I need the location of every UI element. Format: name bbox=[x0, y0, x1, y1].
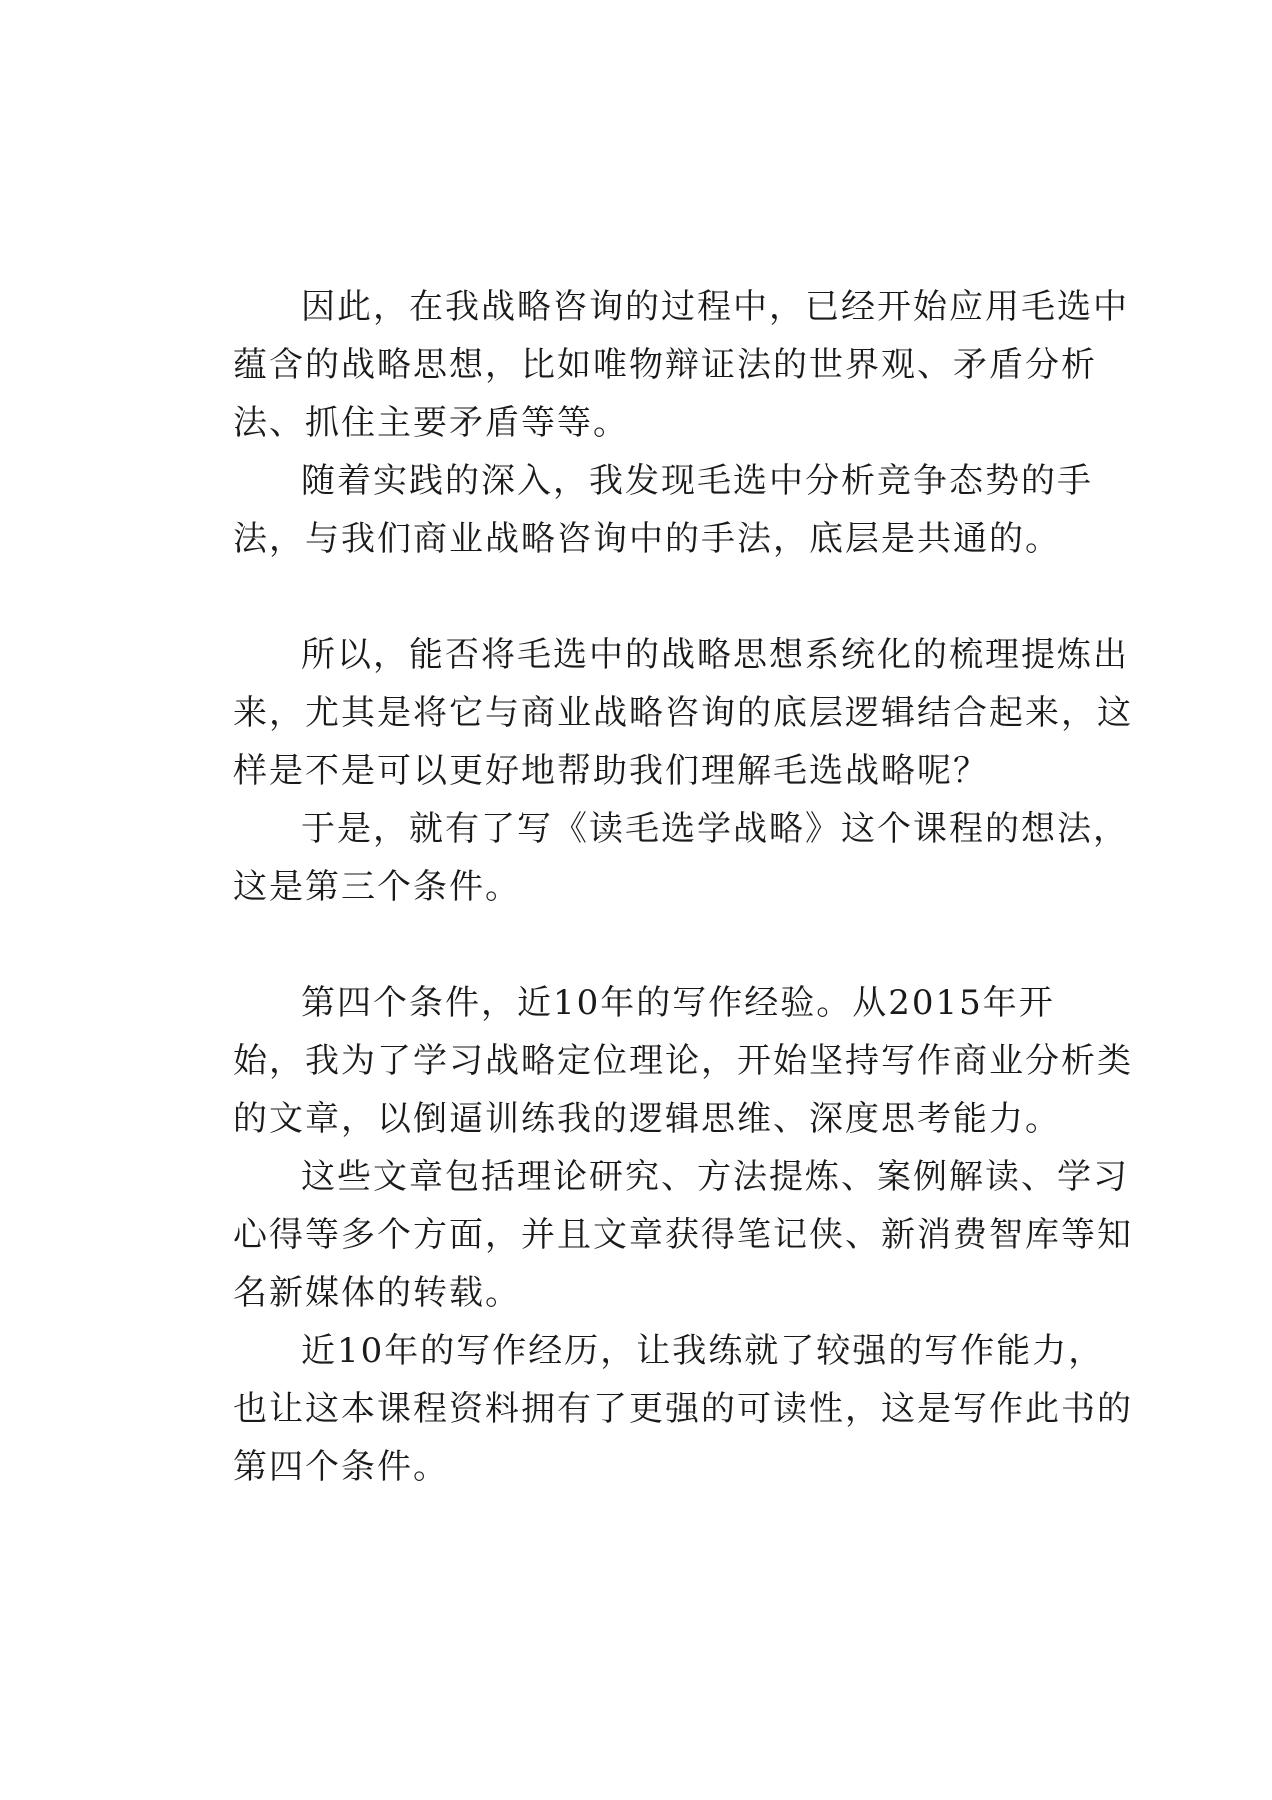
text-line: 近10年的写作经历，让我练就了较强的写作能力， bbox=[301, 1331, 1105, 1371]
text-line: 于是，就有了写《读毛选学战略》这个课程的想法， bbox=[301, 809, 1129, 849]
text-line: 所以，能否将毛选中的战略思想系统化的梳理提炼出 bbox=[301, 635, 1129, 675]
text-line: 也让这本课程资料拥有了更强的可读性，这是写作此书的 bbox=[233, 1389, 1133, 1429]
paragraph bbox=[233, 626, 1133, 800]
body-text bbox=[233, 278, 1133, 1496]
text-line: 来，尤其是将它与商业战略咨询的底层逻辑结合起来，这 bbox=[233, 693, 1133, 733]
paragraph bbox=[233, 452, 1093, 568]
text-line: 样是不是可以更好地帮助我们理解毛选战略呢？ bbox=[233, 751, 989, 791]
text-line: 这些文章包括理论研究、方法提炼、案例解读、学习 bbox=[301, 1157, 1129, 1197]
text-line: 法，与我们商业战略咨询中的手法，底层是共通的。 bbox=[233, 519, 1061, 559]
text-line: 这是第三个条件。 bbox=[233, 867, 521, 907]
text-line: 始，我为了学习战略定位理论，开始坚持写作商业分析类 bbox=[233, 1041, 1133, 1081]
paragraph bbox=[233, 974, 1133, 1148]
text-line: 名新媒体的转载。 bbox=[233, 1273, 521, 1313]
text-line: 因此，在我战略咨询的过程中，已经开始应用毛选中 bbox=[301, 287, 1129, 327]
paragraph-spacer bbox=[233, 916, 1053, 974]
text-line: 第四个条件，近10年的写作经验。从2015年开 bbox=[301, 983, 1055, 1023]
paragraph bbox=[233, 800, 1129, 916]
paragraph-spacer bbox=[233, 568, 1053, 626]
text-line: 法、抓住主要矛盾等等。 bbox=[233, 403, 629, 443]
text-line: 随着实践的深入，我发现毛选中分析竞争态势的手 bbox=[301, 461, 1093, 501]
text-line: 第四个条件。 bbox=[233, 1447, 449, 1487]
paragraph bbox=[233, 278, 1129, 452]
paragraph bbox=[233, 1148, 1133, 1322]
paragraph bbox=[233, 1322, 1133, 1496]
text-line: 蕴含的战略思想，比如唯物辩证法的世界观、矛盾分析 bbox=[233, 345, 1097, 385]
text-line: 心得等多个方面，并且文章获得笔记侠、新消费智库等知 bbox=[233, 1215, 1133, 1255]
text-line: 的文章，以倒逼训练我的逻辑思维、深度思考能力。 bbox=[233, 1099, 1061, 1139]
